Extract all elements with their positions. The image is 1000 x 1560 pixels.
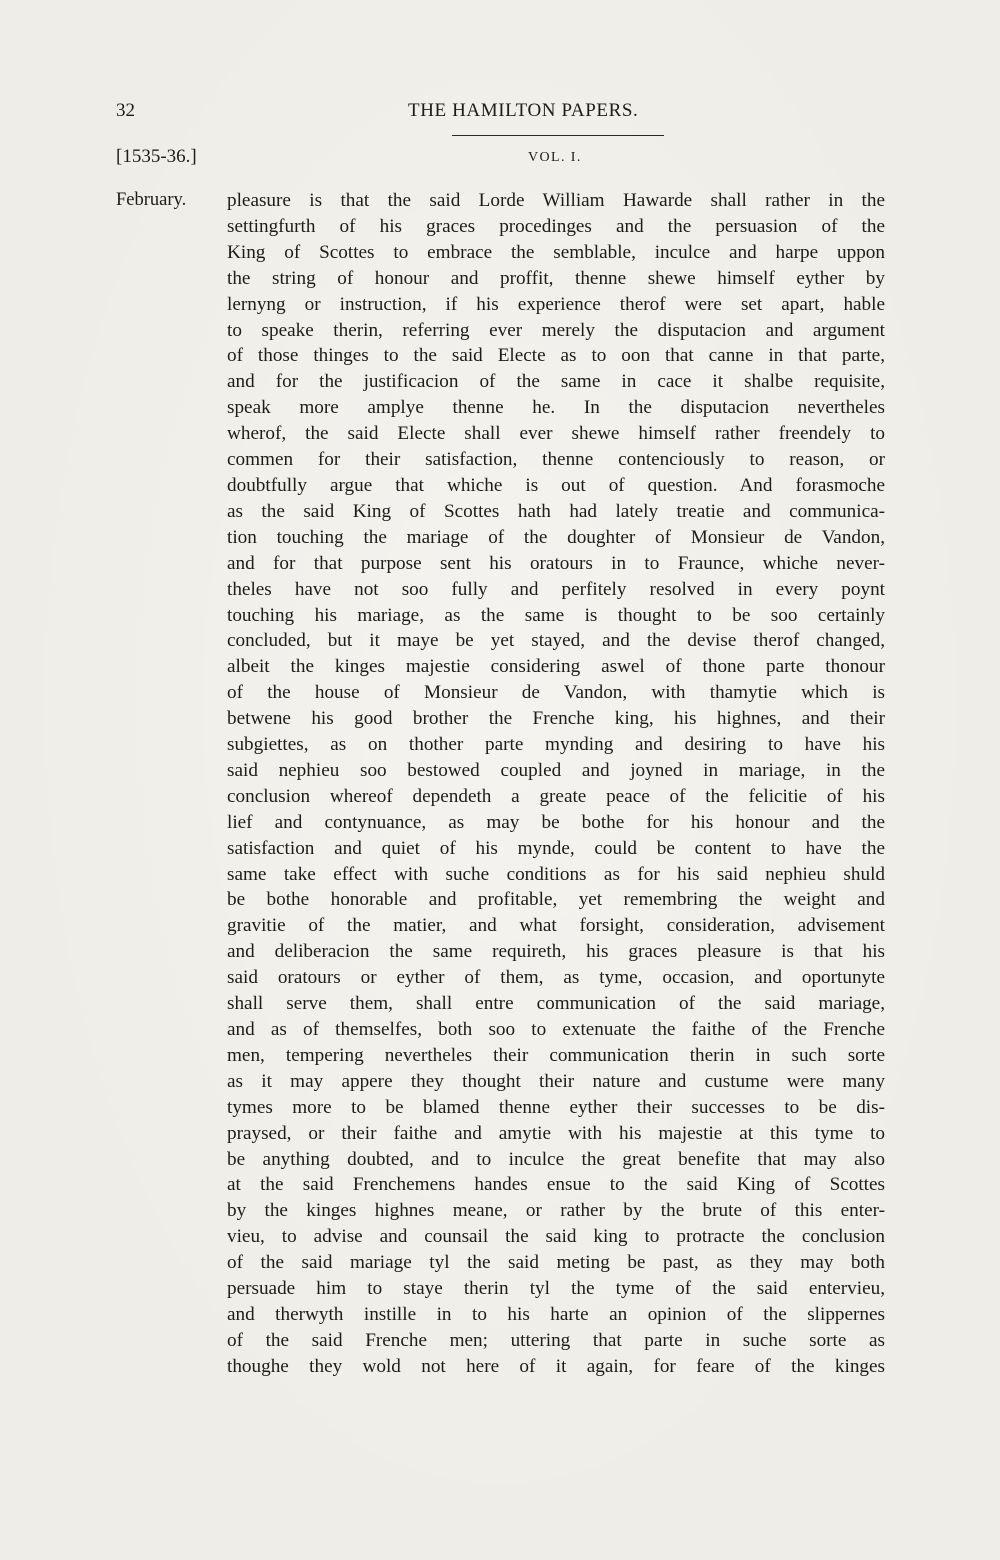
text-line: of those thinges to the said Electe as to oon that canne in that parte, (227, 345, 885, 367)
text-line: lief and contynuance, as may be bothe for his honour and the (227, 811, 885, 833)
text-line: as it may appere they thought their nature and custume were many (227, 1070, 885, 1092)
text-line: same take effect with suche conditions as for his said nephieu shuld (227, 863, 885, 885)
text-line: of the said mariage tyl the said meting be past, as they may both (227, 1252, 885, 1274)
text-line: and deliberacion the same requireth, his graces pleasure is that his (227, 941, 885, 963)
text-line: and for that purpose sent his oratours in to Fraunce, whiche never- (227, 552, 885, 574)
text-line: and as of themselfes, both soo to extenuate the faithe of the Frenche (227, 1019, 885, 1040)
text-line: gravitie of the matier, and what forsight, consideration, advisement (227, 915, 885, 937)
text-line: King of Scottes to embrace the semblable, inculce and harpe uppon (227, 241, 885, 263)
text-line: be bothe honorable and profitable, yet remembring the weight and (227, 889, 885, 911)
text-line: tymes more to be blamed thenne eyther their successes to be dis- (227, 1096, 885, 1118)
text-line: of the said Frenche men; uttering that parte in suche sorte as (227, 1329, 885, 1351)
text-line: satisfaction and quiet of his mynde, could be content to have the (227, 837, 885, 859)
text-line: men, tempering nevertheles their communication therin in such sorte (227, 1044, 885, 1066)
margin-note: February. (116, 190, 187, 210)
body-text (227, 188, 885, 1380)
text-line: and for the justificacion of the same in cace it shalbe requisite, (227, 371, 885, 393)
text-line: thoughe they wold not here of it again, for feare of the kinges (227, 1355, 885, 1377)
text-line: albeit the kinges majestie considering aswel of thone parte thonour (227, 656, 885, 678)
running-head (116, 100, 708, 130)
text-line: pleasure is that the said Lorde William Hawarde shall rather in the (227, 190, 885, 211)
text-line: concluded, but it maye be yet stayed, and the devise therof changed, (227, 630, 885, 652)
text-line: subgiettes, as on thother parte mynding and desiring to have his (227, 734, 885, 756)
text-line: speak more amplye thenne he. In the disputacion nevertheles (227, 397, 885, 419)
text-line: conclusion whereof dependeth a greate peace of the felicitie of his (227, 785, 885, 807)
text-line: by the kinges highnes meane, or rather by the brute of this enter- (227, 1200, 885, 1222)
header-rule (452, 135, 664, 136)
text-line: doubtfully argue that whiche is out of question. And forasmoche (227, 474, 885, 496)
page-number: 32 (116, 100, 135, 121)
text-line: and therwyth instille in to his harte an opinion of the slippernes (227, 1303, 885, 1325)
text-line: betwene his good brother the Frenche king, his highnes, and their (227, 708, 885, 730)
text-line: said nephieu soo bestowed coupled and joyned in mariage, in the (227, 759, 885, 781)
date-heading: [1535-36.] (116, 146, 197, 167)
text-line: shall serve them, shall entre communication of the said mariage, (227, 993, 885, 1015)
text-line: as the said King of Scottes hath had lately treatie and communica- (227, 500, 885, 522)
text-line: tion touching the mariage of the doughter of Monsieur de Vandon, (227, 526, 885, 548)
text-line: said oratours or eyther of them, as tyme, occasion, and oportunyte (227, 967, 885, 989)
text-line: commen for their satisfaction, thenne contenciously to reason, or (227, 449, 885, 471)
text-line: at the said Frenchemens handes ensue to the said King of Scottes (227, 1174, 885, 1196)
text-line: be anything doubted, and to inculce the great benefite that may also (227, 1148, 885, 1170)
text-line: to speake therin, referring ever merely the disputacion and argument (227, 319, 885, 341)
running-title: THE HAMILTON PAPERS. (408, 100, 639, 121)
text-line: vieu, to advise and counsail the said king to protracte the conclusion (227, 1226, 885, 1248)
text-line: wherof, the said Electe shall ever shewe himself rather freendely to (227, 423, 885, 445)
text-line: the string of honour and proffit, thenne shewe himself eyther by (227, 267, 885, 289)
volume-label: VOL. I. (528, 150, 582, 165)
text-line: praysed, or their faithe and amytie with his majestie at this tyme to (227, 1122, 885, 1144)
text-line: touching his mariage, as the same is thought to be soo certainly (227, 604, 885, 626)
text-line: lernyng or instruction, if his experience therof were set apart, hable (227, 293, 885, 315)
text-line: of the house of Monsieur de Vandon, with thamytie which is (227, 682, 885, 704)
text-line: persuade him to staye therin tyl the tyme of the said entervieu, (227, 1278, 885, 1300)
text-line: theles have not soo fully and perfitely resolved in every poynt (227, 578, 885, 600)
text-line: settingfurth of his graces procedinges and the persuasion of the (227, 215, 885, 237)
